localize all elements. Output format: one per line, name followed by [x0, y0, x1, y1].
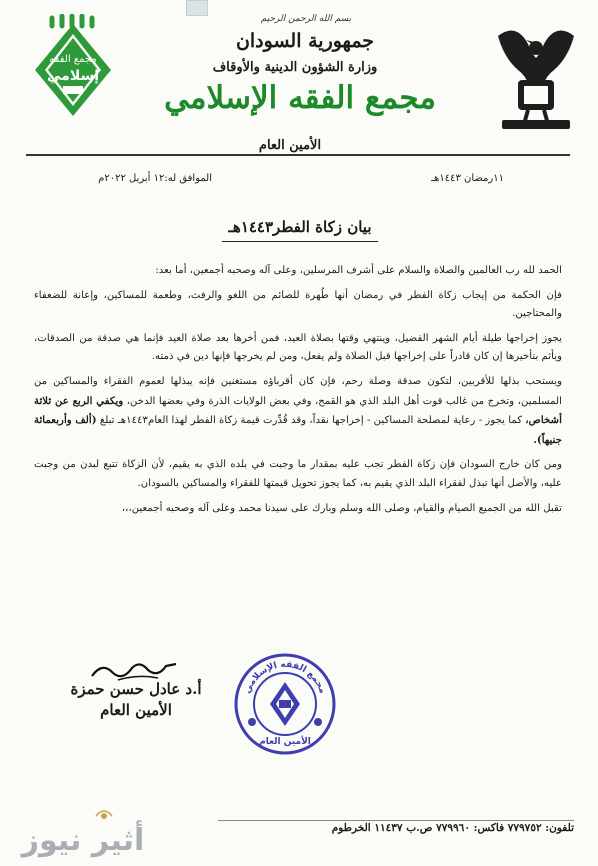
signatory-name: أ.د عادل حسن حمزة: [70, 680, 202, 698]
official-seal: [232, 650, 338, 758]
body-paragraph: تقبل الله من الجميع الصيام والقيام، وصلى الله وسلم وبارك على سيدنا محمد وعلى آله وصحبه أجمعين،،،: [121, 502, 562, 514]
stamp-line2: إسلامي: [46, 68, 100, 84]
seal-outer-text: مجمع الفقه الإسلامي: [242, 659, 328, 695]
body-text-segment: ويستحب بذلها للأقربين، لتكون صدقة وصلة رحم، فإن كان أقرباؤه مستغنين فإنه يبذلها لعموم الفقراء والمساكين من المسلمين، وتخرج من غالب قوت أهل البلد الذي هو القمح، وفي بعض الولايات الذرة وفي بعضها الدخن،: [34, 375, 562, 407]
footer-contact: تلفون: ٧٧٩٧٥٢ فاكس: ٧٧٩٩٦٠ ص.ب ١١٤٣٧ الخرطوم: [331, 822, 574, 834]
office-title: الأمين العام: [258, 138, 322, 153]
statement-body: [34, 262, 562, 524]
signatory-role: الأمين العام: [100, 701, 172, 719]
hijri-date: ١١رمضان ١٤٤٣هـ: [431, 173, 504, 184]
watermark-logo: [8, 806, 158, 862]
body-paragraph: ومن كان خارج السودان فإن زكاة الفطر تجب عليه بمقدار ما وجبت في بلده الذي به يقيم، لأن الزكاة تتبع لبدن من وجبت عليه، والأصل أنها تبذل لفقراء البلد الذي يقيم به، كما يجوز تحويل قيمتها للفقراء والمساكين بالسودان.: [34, 459, 562, 489]
academy-name: مجمع الفقه الإسلامي: [164, 80, 436, 116]
body-paragraph: يجوز إخراجها طيلة أيام الشهر الفضيل، وينتهي وقتها بصلاة العيد، فمن أخرها بعد صلاة العيد فإنما هي صدقة من الصدقات، ويأثم بتأخيرها إن كان قادراً على إخراجها قبل الصلاة ولم يفعل، ومن لم يخرجها فإنها دين في ذمته.: [34, 332, 562, 363]
academy-logo-stamp: [32, 14, 114, 126]
body-paragraph: الحمد لله رب العالمين والصلاة والسلام على أشرف المرسلين، وعلى آله وصحبه أجمعين، أما بعد:: [155, 265, 562, 276]
header-divider: [26, 154, 570, 156]
title-underline: [222, 241, 378, 242]
body-paragraph: [34, 373, 562, 450]
seal-inner-text: الأمين العام: [259, 737, 311, 747]
zakat-amount: (ألف وأربعمائة جنيهاً).: [34, 414, 562, 446]
basmala: بسم الله الرحمن الرحيم: [260, 14, 352, 24]
sudan-emblem-icon: [488, 18, 584, 134]
body-paragraph: فإن الحكمة من إيجاب زكاة الفطر في رمضان أنها طُهرة للصائم من اللغو والرفث، وطعمة للمساكين، وإعانة للضعفاء والمحتاجين.: [34, 289, 562, 320]
tape-strip: [186, 0, 208, 16]
gregorian-date: الموافق له:١٢ أبريل ٢٠٢٢م: [98, 173, 212, 184]
body-text-segment: كما يجوز - رعاية لمصلحة المساكين - إخراجها نقداً، وقد قُدِّرت قيمة زكاة الفطر لهذا العام١٤٤٣هـ تبلغ: [99, 415, 523, 427]
ministry-name: وزارة الشؤون الدينية والأوقاف: [212, 60, 378, 75]
footer-divider: [218, 820, 574, 821]
body-bold-segment: ويكفي الربع عن ثلاثة أشخاص،: [34, 394, 562, 427]
watermark-text: أثير نيوز: [21, 823, 145, 858]
stamp-line1: مجمع الفقه: [49, 54, 97, 65]
statement-title: بيان زكاة الفطر١٤٤٣هـ: [228, 218, 372, 236]
country-name: جمهورية السودان: [235, 30, 375, 52]
